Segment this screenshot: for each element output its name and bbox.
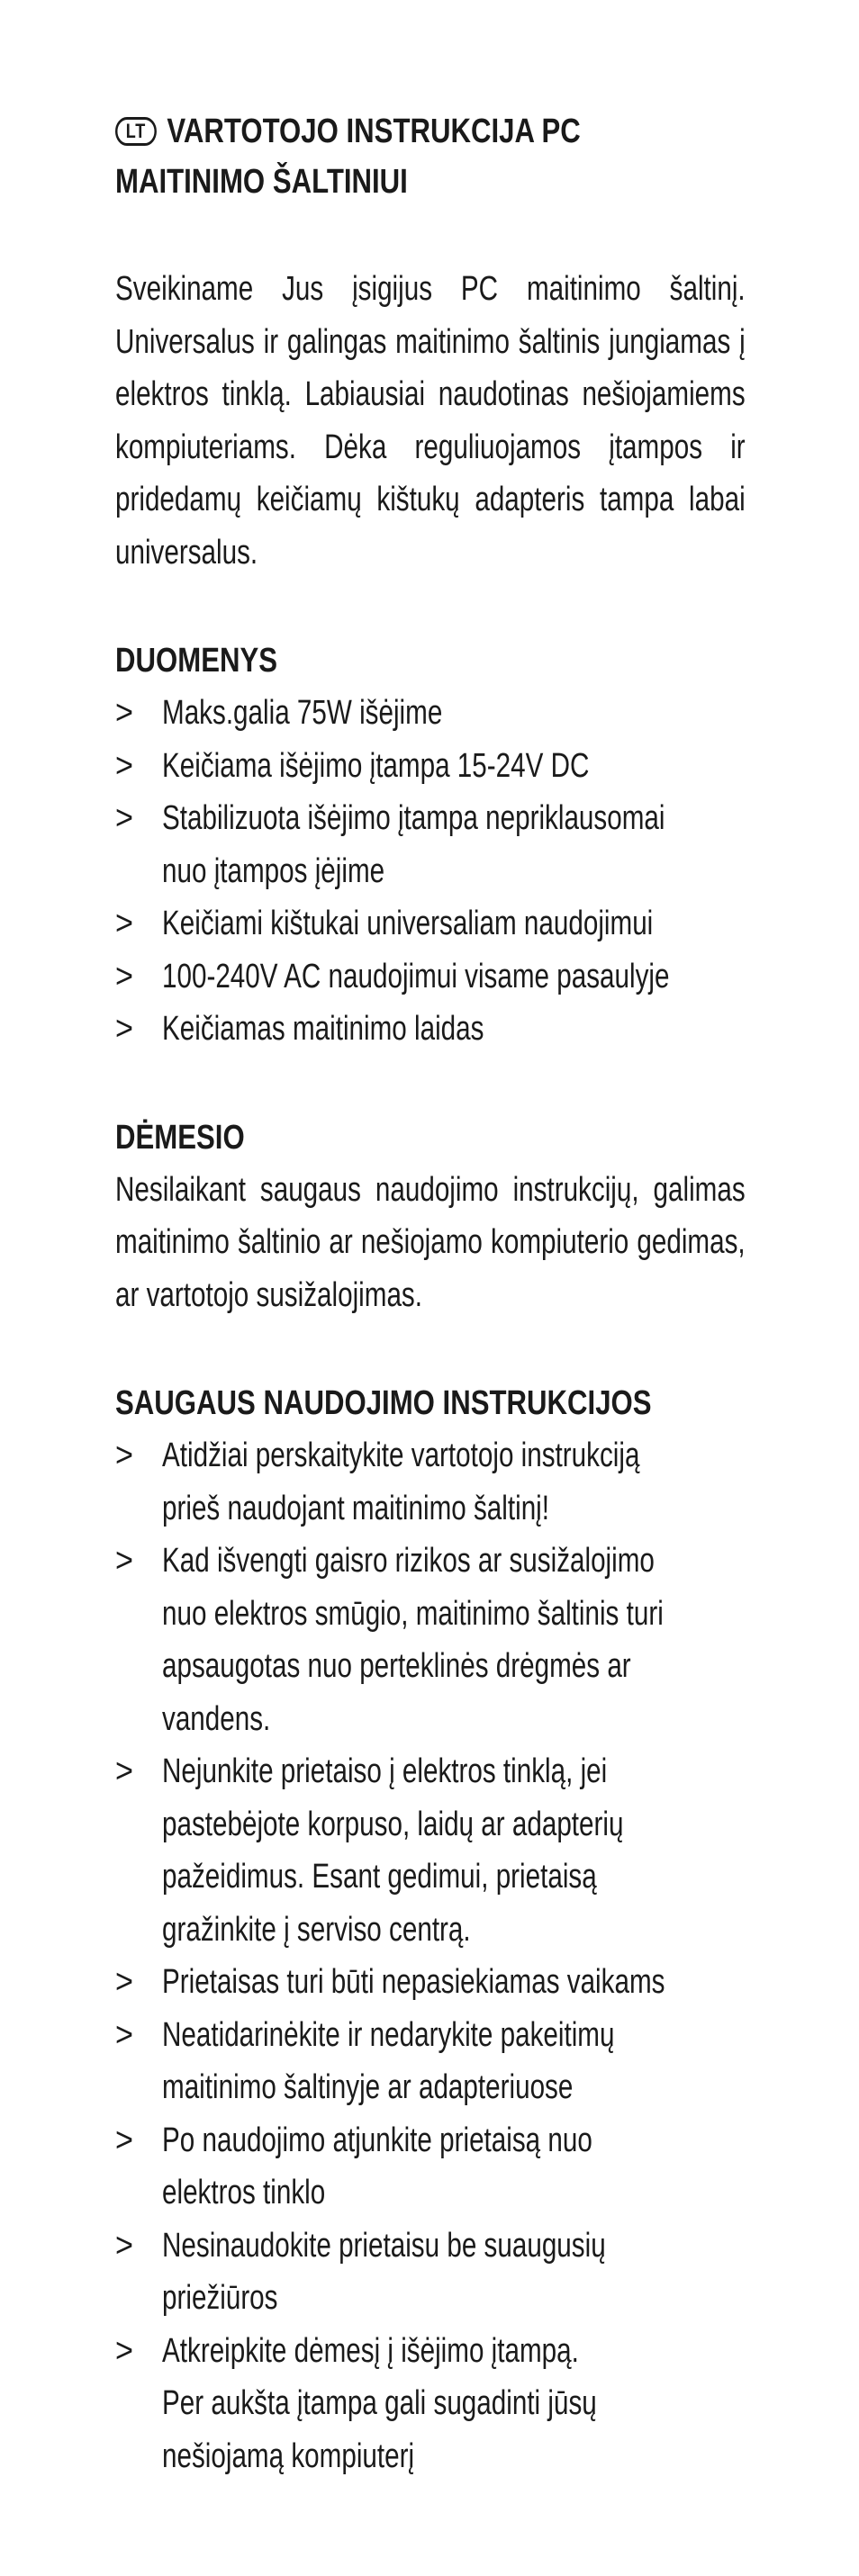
list-item	[115, 1535, 746, 1745]
bullet-glyph: >	[115, 1010, 133, 1048]
bullet-glyph: >	[115, 957, 133, 995]
bullet-glyph: >	[115, 905, 133, 942]
manual-page	[115, 106, 746, 2482]
list-item	[115, 1429, 746, 1535]
intro-line: reguliuojamos įtampos ir pridedamų keičiamų	[115, 428, 746, 518]
safety-heading: SAUGAUS NAUDOJIMO INSTRUKCIJOS	[115, 1384, 652, 1422]
list-item-line: pastebėjote korpuso, laidų ar adapterių	[162, 1805, 624, 1843]
title-row	[115, 106, 750, 157]
list-item	[115, 2114, 746, 2220]
bullet-marker	[115, 950, 151, 1004]
bullet-glyph: >	[115, 1752, 133, 1790]
warning-heading: DĖMESIO	[115, 1118, 245, 1157]
bullet-marker	[115, 687, 151, 740]
bullet-marker	[115, 1535, 151, 1588]
list-item-line: Keičiamas maitinimo laidas	[162, 1010, 484, 1048]
bullet-glyph: >	[115, 1437, 133, 1474]
list-item	[115, 897, 746, 950]
list-item-text	[162, 897, 745, 950]
list-item-line: priežiūros	[162, 2279, 278, 2317]
warning-paragraph	[115, 1164, 746, 1322]
list-item-line: Maks.galia 75W išėjime	[162, 694, 443, 732]
warning-line: galimas maitinimo šaltinio ar nešiojamo	[115, 1170, 746, 1261]
list-item-line: Atidžiai perskaitykite vartotojo instrukciją	[162, 1437, 640, 1474]
document-title	[115, 106, 750, 207]
intro-line: Universalus ir galingas maitinimo šaltinis	[115, 322, 601, 361]
list-item-line: Per aukšta įtampa gali sugadinti jūsų	[162, 2384, 597, 2422]
list-item-line: apsaugotas nuo perteklinės drėgmės ar	[162, 1647, 631, 1685]
list-item	[115, 1956, 746, 2009]
bullet-marker	[115, 1429, 151, 1482]
bullet-marker	[115, 2325, 151, 2378]
list-item-line: nešiojamą kompiuterį	[162, 2436, 415, 2475]
bullet-marker	[115, 1745, 151, 1798]
bullet-marker	[115, 2220, 151, 2273]
list-item-line: Po naudojimo atjunkite prietaisą nuo	[162, 2121, 592, 2159]
bullet-glyph: >	[115, 2226, 133, 2265]
list-item-line: Stabilizuota išėjimo įtampa nepriklausomai	[162, 799, 665, 837]
warning-line: kompiuterio gedimas, ar vartotojo susižalojimas.	[115, 1223, 746, 1314]
list-item	[115, 2009, 746, 2114]
list-item-text	[162, 2220, 745, 2325]
list-item	[115, 1745, 746, 1956]
list-item-text	[162, 2114, 745, 2220]
specs-heading: DUOMENYS	[115, 642, 278, 680]
list-item-line: Atkreipkite dėmesį į išėjimo įtampą.	[162, 2331, 579, 2370]
language-badge: LT	[115, 117, 157, 146]
warning-line: Nesilaikant saugaus naudojimo instrukcijų,	[115, 1170, 639, 1209]
list-item-text	[162, 1956, 745, 2009]
list-item-line: nuo įtampos įėjime	[162, 851, 385, 890]
list-item-line: gražinkite į serviso centrą.	[162, 1910, 471, 1949]
bullet-marker	[115, 1003, 151, 1056]
list-item-text	[162, 2325, 745, 2483]
list-item-line: Keičiami kištukai universaliam naudojimui	[162, 905, 654, 942]
list-item-line: Kad išvengti gaisro rizikos ar susižalojimo	[162, 1542, 655, 1580]
bullet-marker	[115, 2114, 151, 2167]
bullet-glyph: >	[115, 1542, 133, 1580]
list-item-text	[162, 1429, 745, 1535]
list-item-line: elektros tinklo	[162, 2174, 326, 2211]
list-item-line: nuo elektros smūgio, maitinimo šaltinis turi	[162, 1594, 664, 1633]
list-item-line: Nejunkite prietaiso į elektros tinklą, jei	[162, 1752, 608, 1790]
bullet-glyph: >	[115, 2121, 133, 2159]
specs-list	[115, 687, 746, 1056]
list-item-line: Prietaisas turi būti nepasiekiamas vaikams	[162, 1963, 665, 2001]
list-item-text	[162, 950, 745, 1004]
bullet-marker	[115, 2009, 151, 2062]
bullet-marker	[115, 897, 151, 950]
safety-list	[115, 1429, 746, 2482]
list-item-line: prieš naudojant maitinimo šaltinį!	[162, 1489, 549, 1527]
list-item-text	[162, 1745, 745, 1956]
bullet-marker	[115, 792, 151, 845]
list-item-text	[162, 687, 745, 740]
list-item	[115, 1003, 746, 1056]
list-item	[115, 2220, 746, 2325]
bullet-glyph: >	[115, 746, 133, 785]
bullet-glyph: >	[115, 799, 133, 837]
intro-paragraph	[115, 263, 746, 579]
bullet-glyph: >	[115, 694, 133, 732]
intro-line: kištukų adapteris tampa labai universalus.	[115, 481, 746, 572]
list-item-line: vandens.	[162, 1699, 271, 1738]
title-line-1: VARTOTOJO INSTRUKCIJA PC	[167, 113, 581, 150]
intro-line: jungiamas į elektros tinklą. Labiausiai	[115, 322, 746, 413]
safety-section	[115, 1377, 746, 2482]
bullet-marker	[115, 1956, 151, 2009]
list-item-text	[162, 792, 745, 897]
warning-section	[115, 1112, 746, 1322]
list-item-text	[162, 1003, 745, 1056]
bullet-glyph: >	[115, 2015, 133, 2054]
list-item-line: Neatidarinėkite ir nedarykite pakeitimų	[162, 2015, 615, 2054]
list-item-text	[162, 1535, 745, 1745]
list-item	[115, 2325, 746, 2483]
bullet-marker	[115, 740, 151, 793]
list-item-line: Keičiama išėjimo įtampa 15-24V DC	[162, 746, 590, 785]
list-item	[115, 687, 746, 740]
list-item-line: 100-240V AC naudojimui visame pasaulyje	[162, 957, 670, 995]
list-item-text	[162, 2009, 745, 2114]
list-item	[115, 740, 746, 793]
bullet-glyph: >	[115, 1963, 133, 2001]
bullet-glyph: >	[115, 2331, 133, 2370]
list-item-line: Nesinaudokite prietaisu be suaugusių	[162, 2226, 606, 2265]
title-line-2: MAITINIMO ŠALTINIUI	[115, 163, 408, 201]
intro-line: Sveikiname Jus įsigijus PC maitinimo šaltinį.	[115, 270, 746, 308]
list-item	[115, 792, 746, 897]
intro-line: naudotinas nešiojamiems kompiuteriams. Dėka	[115, 375, 746, 466]
list-item	[115, 950, 746, 1004]
list-item-line: maitinimo šaltinyje ar adapteriuose	[162, 2068, 574, 2106]
list-item-line: pažeidimus. Esant gedimui, prietaisą	[162, 1858, 597, 1896]
specs-section	[115, 635, 746, 1056]
list-item-text	[162, 740, 745, 793]
